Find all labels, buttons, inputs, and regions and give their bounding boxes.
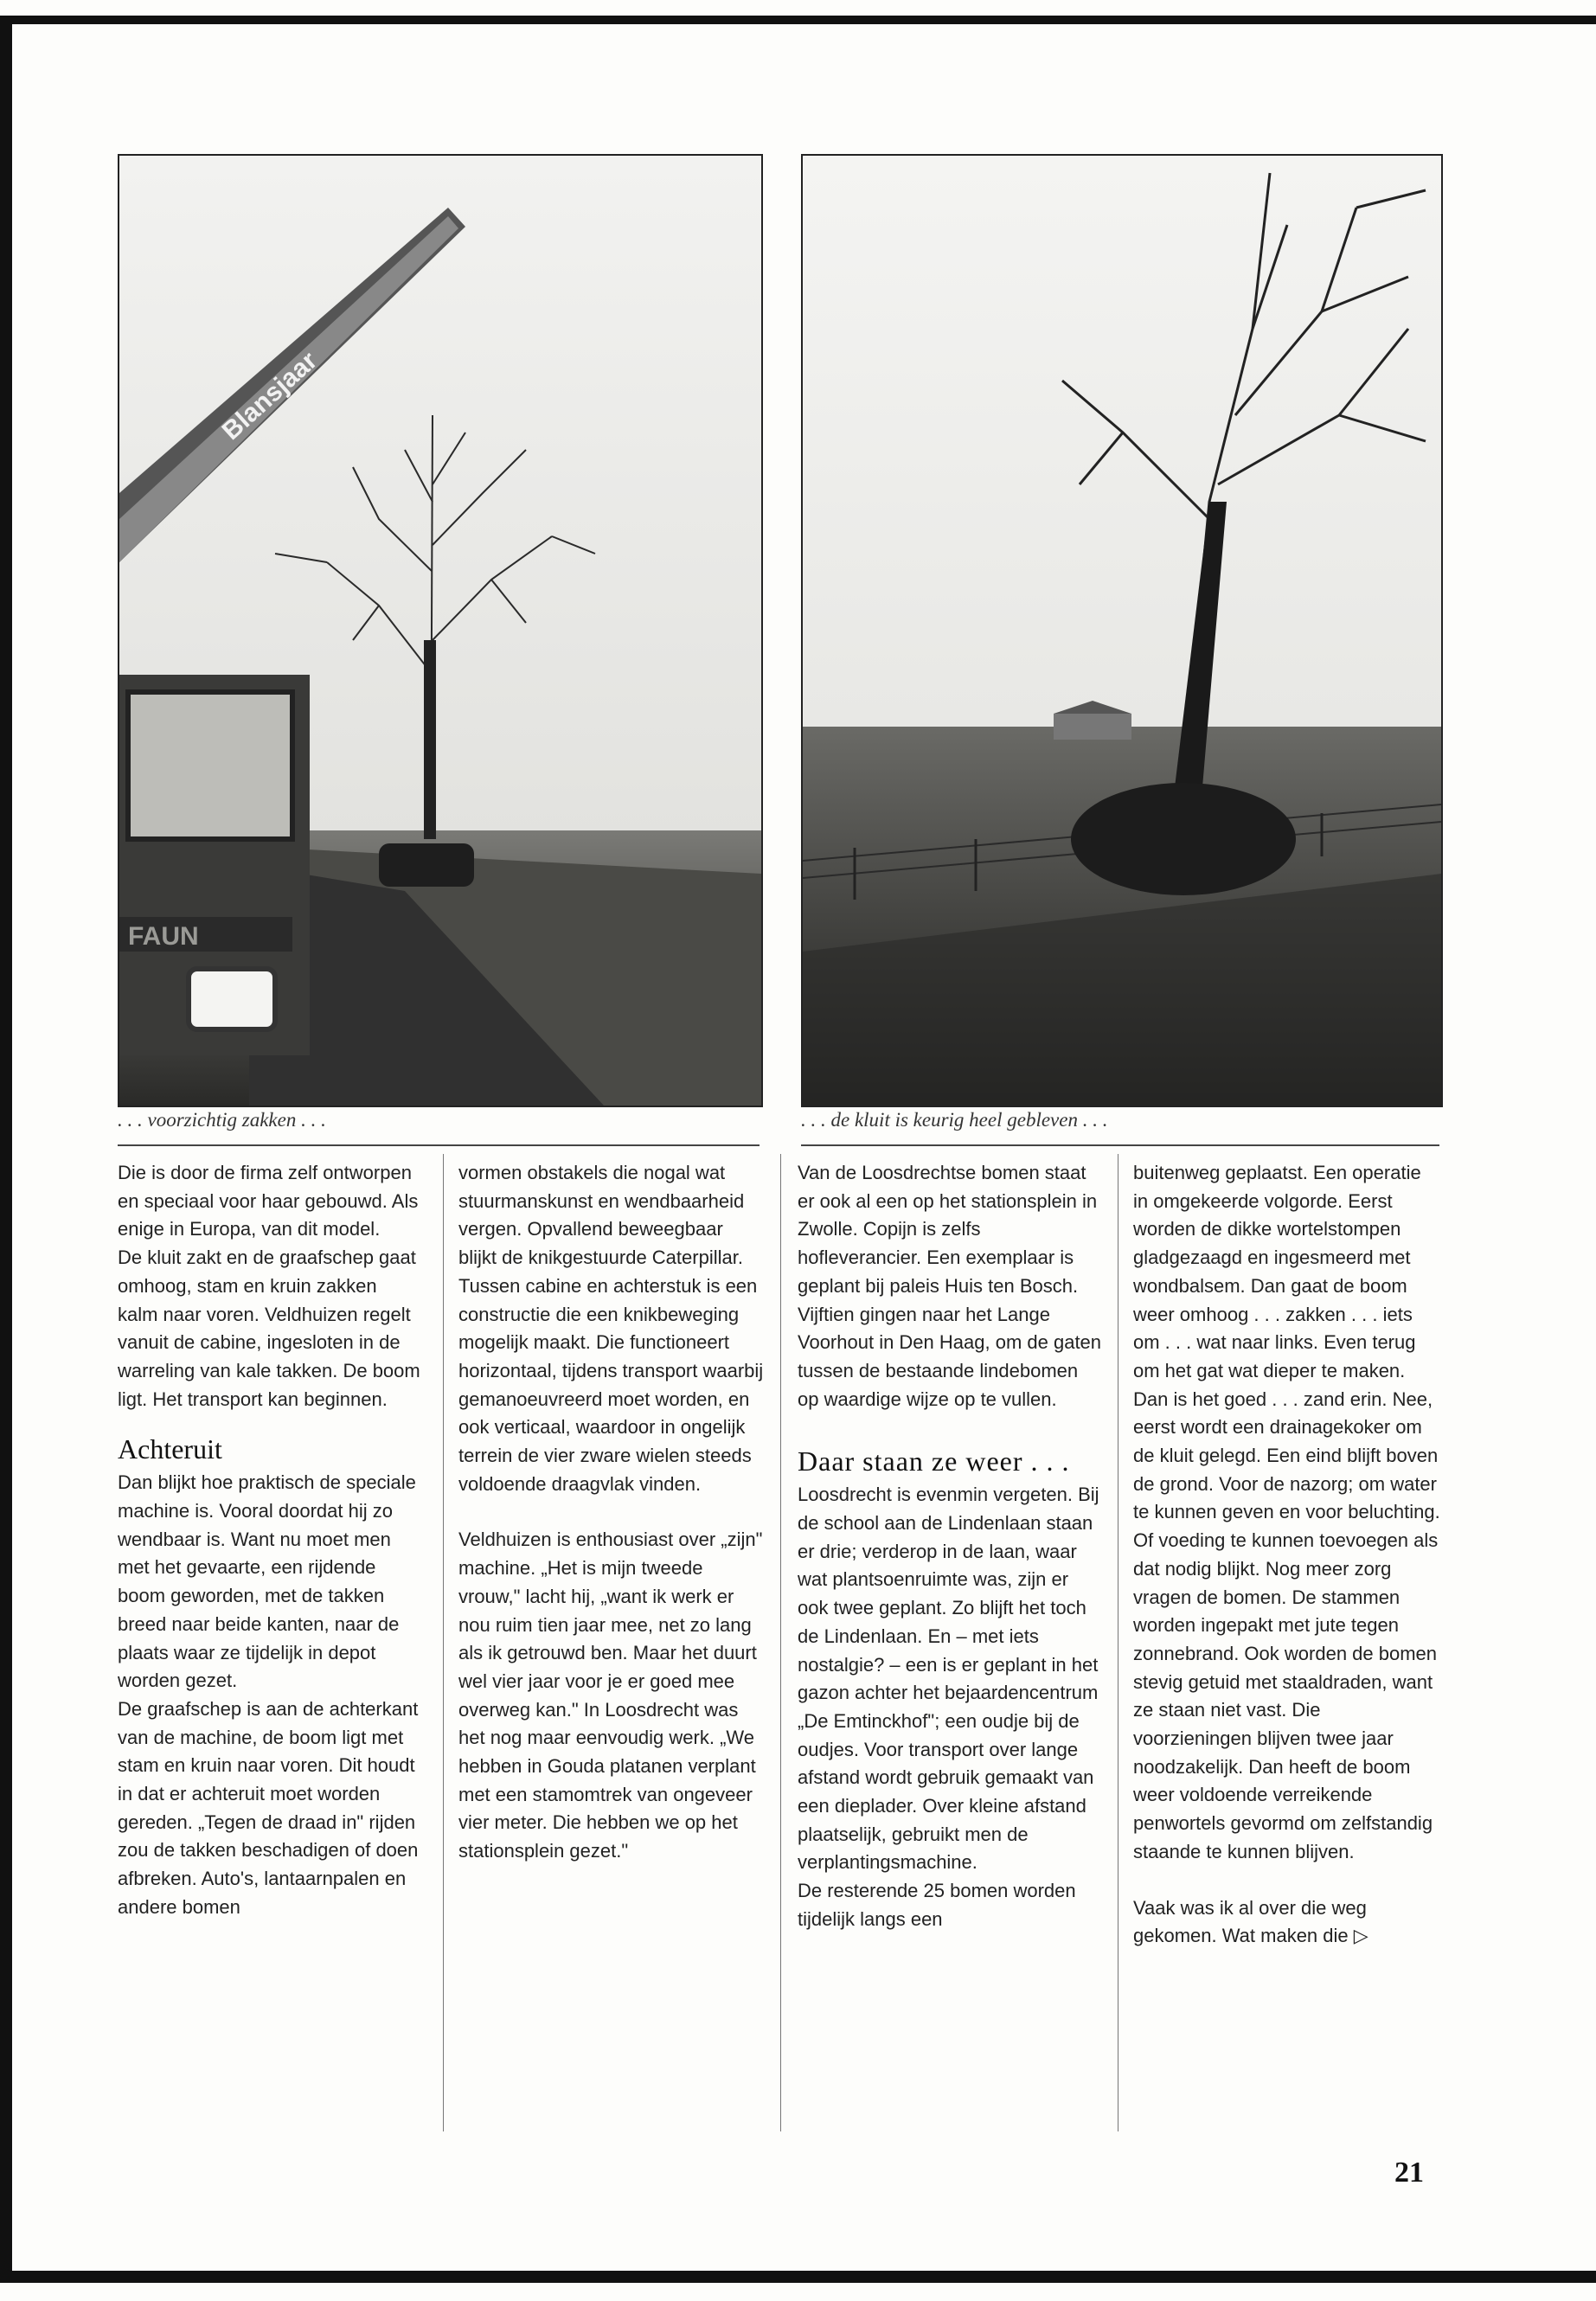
paragraph: buitenweg geplaatst. Een operatie in omgekeerde volgorde. Eerst worden de dikke wortelstompen gladgezaagd en ingesmeerd met wondbalsem. Dan gaat de boom weer omhoog . . . zakken . . . iets om . . . wat naar links. Even terug om het gat wat dieper te maken. Dan is het goed . . . zand erin. Nee, eerst wordt een drainagekoker om de kluit gelegd. Een eind blijft boven de grond. Voor de nazorg; om water te kunnen geven en voor beluchting. Of voeding te kunnen toevoegen als dat nodig blijkt. Nog meer zorg vragen de bomen. De stammen worden ingepakt met jute tegen zonnebrand. Ook worden de bomen stevig getuid met staaldraden, want ze staan niet vast. Die voorzieningen blijven twee jaar noodzakelijk. Dan heeft de boom weer voldoende verreikende penwortels gevormd om zelfstandig staande te kunnen blijven.: [1133, 1162, 1440, 1862]
text-column-2: [458, 1159, 766, 1866]
paragraph: Veldhuizen is enthousiast over „zijn" machine. „Het is mijn tweede vrouw," lacht hij, „want ik werk er nou ruim tien jaar mee, net zo lang als ik getrouwd ben. Maar het duurt wel vier jaar voor je er goed mee overweg kan." In Loosdrecht was het nog maar eenvoudig werk. „We hebben in Gouda platanen verplant met een stamomtrek van ongeveer vier meter. Die hebben we op het stationsplein gezet.": [458, 1529, 763, 1862]
crane-brand-text: Blansjaar: [216, 346, 324, 446]
paragraph: De kluit zakt en de graafschep gaat omhoog, stam en kruin zakken kalm naar voren. Veldhuizen regelt vanuit de cabine, ingesloten in de warreling van kale takken. De boom ligt. Het transport kan beginnen.: [118, 1247, 420, 1410]
paragraph: vormen obstakels die nogal wat stuurmanskunst en wendbaarheid vergen. Opvallend beweegbaar blijkt de knikgestuurde Caterpillar.: [458, 1162, 745, 1269]
paragraph: Dan blijkt hoe praktisch de speciale machine is. Vooral doordat hij zo wendbaar is. Want nu moet men met het gevaarte, een rijdende boom geworden, met de takken breed naar beide kanten, naar de plaats waar ze tijdelijk in depot worden gezet.: [118, 1471, 416, 1692]
section-heading-achteruit: Achteruit: [118, 1433, 222, 1465]
text-column-4: [1133, 1159, 1440, 1951]
section-heading-daar-staan-ze-weer: Daar staan ze weer . . .: [798, 1445, 1070, 1477]
photo-crane-lowering-tree: [118, 154, 763, 1107]
rootball-photo-illustration: [803, 156, 1441, 1106]
scan-border-left: [0, 16, 12, 2282]
crane-photo-illustration: [119, 156, 761, 1106]
column-divider: [780, 1154, 781, 2131]
caption-rule-left: [118, 1144, 760, 1146]
paragraph: Die is door de firma zelf ontworpen en speciaal voor haar gebouwd. Als enige in Europa, van dit model.: [118, 1162, 419, 1240]
scan-border-top: [0, 16, 1596, 24]
truck-brand-text: FAUN: [128, 922, 199, 951]
text-column-1: [118, 1159, 422, 1922]
caption-right-photo: . . . de kluit is keurig heel gebleven . . .: [801, 1109, 1108, 1131]
caption-left-photo: . . . voorzichtig zakken . . .: [118, 1109, 326, 1131]
paragraph: Loosdrecht is evenmin vergeten. Bij de school aan de Lindenlaan staan er drie; verderop in de laan, waar wat plantsoenruimte was, zijn er ook twee geplant. Zo blijft het toch de Lindenlaan. En – met iets nostalgie? – een is er geplant in het gazon achter het bejaardencentrum „De Emtinckhof"; een oudje bij de oudjes. Voor transport over lange afstand wordt gebruik gemaakt van een dieplader. Over kleine afstand plaatselijk, gebruikt men de verplantingsmachine.: [798, 1484, 1099, 1874]
paragraph: Tussen cabine en achterstuk is een constructie die een knikbeweging mogelijk maakt. Die functioneert horizontaal, tijdens transport waarbij gemanoeuvreerd moet worden, en ook verticaal, waardoor in ongelijk terrein de vier zware wielen steeds voldoende draagvlak vinden.: [458, 1274, 764, 1495]
paragraph: De graafschep is aan de achterkant van de machine, de boom ligt met stam en kruin naar voren. Dit houdt in dat er achteruit moet worden gereden. „Tegen de draad in" rijden zou de takken beschadigen of doen afbreken. Auto's, lantaarnpalen en andere bomen: [118, 1697, 419, 1918]
paragraph: Vaak was ik al over die weg gekomen. Wat maken die ▷: [1133, 1896, 1368, 1947]
paragraph: Van de Loosdrechtse bomen staat er ook al een op het stationsplein in Zwolle. Copijn is zelfs hofleverancier. Een exemplaar is geplant bij paleis Huis ten Bosch. Vijftien gingen naar het Lange Voorhout in Den Haag, om de gaten tussen de bestaande lindebomen op waardige wijze op te vullen.: [798, 1162, 1102, 1410]
column-divider: [443, 1154, 444, 2131]
text-column-3: [798, 1159, 1102, 1934]
page-number: 21: [1394, 2157, 1424, 2189]
photo-tree-root-ball: [801, 154, 1443, 1107]
paragraph: De resterende 25 bomen worden tijdelijk langs een: [798, 1880, 1076, 1930]
scan-border-bottom: [0, 2271, 1596, 2283]
caption-rule-right: [801, 1144, 1439, 1146]
